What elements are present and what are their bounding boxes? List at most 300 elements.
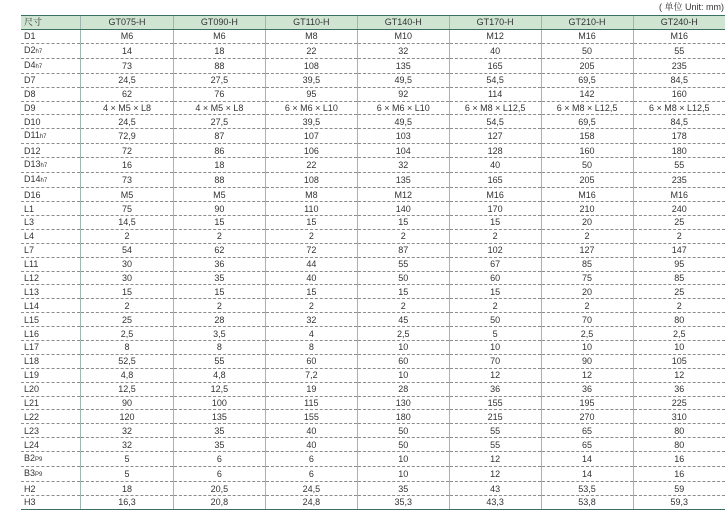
table-cell: 12 [541,368,633,382]
table-row [21,43,725,58]
table-cell: 8 [265,341,357,355]
table-cell: 15 [449,216,541,230]
row-label-text: D2 [24,44,36,55]
table-cell: M8 [265,29,357,43]
table-cell: 50 [541,158,633,173]
table-cell: 30 [81,271,174,285]
table-row [21,158,725,173]
table-row [21,29,725,43]
table-cell: 36 [173,257,265,271]
table-cell: 6 [265,467,357,482]
tolerance-suffix: P9 [35,457,43,464]
table-cell: 49,5 [357,115,449,129]
table-row [21,58,725,73]
table-cell: 35 [173,271,265,285]
row-label [21,396,81,410]
table-cell: 6 × M8 × L12,5 [449,101,541,115]
table-cell: 55 [173,354,265,368]
table-cell: 22 [265,158,357,173]
table-cell: 43,3 [449,496,541,510]
table-cell: 10 [541,341,633,355]
table-cell: 2 [173,229,265,243]
table-cell: 95 [265,87,357,101]
row-label [21,43,81,58]
table-cell: 62 [81,87,174,101]
table-cell: 310 [633,410,725,424]
table-cell: 165 [449,173,541,188]
table-cell: 7,2 [265,368,357,382]
row-label [21,188,81,202]
table-cell: 6 × M6 × L10 [265,101,357,115]
row-label-text: D16 [24,189,41,200]
table-cell: M8 [265,188,357,202]
table-cell: 178 [633,129,725,144]
table-cell: 15 [173,285,265,299]
table-cell: 85 [541,257,633,271]
table-row [21,229,725,243]
table-body [21,29,725,509]
table-cell: 24,5 [81,115,174,129]
table-cell: 142 [541,87,633,101]
table-cell: 160 [541,144,633,158]
table-cell: 16 [633,452,725,467]
table-cell: M16 [449,188,541,202]
table-cell: 2 [265,299,357,313]
row-label-text: B2 [24,453,36,464]
table-cell: 6 [173,452,265,467]
table-cell: 135 [173,410,265,424]
table-cell: 19 [265,382,357,396]
row-label [21,87,81,101]
table-cell: 39,5 [265,73,357,87]
table-cell: 15 [265,285,357,299]
row-label [21,496,81,510]
table-cell: M12 [449,29,541,43]
table-cell: 50 [357,424,449,438]
column-header-gt140-h: GT140-H [357,16,449,30]
table-cell: 59,3 [633,496,725,510]
table-cell: 55 [449,424,541,438]
table-cell: 155 [449,396,541,410]
table-cell: 40 [265,271,357,285]
table-cell: 114 [449,87,541,101]
column-header-gt110-h: GT110-H [265,16,357,30]
table-cell: 3,5 [173,327,265,341]
table-cell: M10 [357,29,449,43]
table-cell: 14 [541,452,633,467]
table-cell: 110 [265,202,357,216]
dimension-table [21,15,725,510]
table-cell: 60 [265,354,357,368]
table-cell: 90 [81,396,174,410]
table-cell: 35 [173,438,265,452]
table-cell: 53,5 [541,482,633,496]
table-cell: 36 [633,382,725,396]
tolerance-suffix: h7 [40,163,48,170]
table-cell: 32 [265,313,357,327]
unit-note: ( 单位 Unit: mm) [659,2,724,12]
table-cell: 25 [633,216,725,230]
table-cell: 50 [357,271,449,285]
table-cell: 25 [633,285,725,299]
table-cell: 20,8 [173,496,265,510]
tolerance-suffix: h7 [39,134,47,141]
row-label-text: D1 [24,31,36,42]
table-cell: 130 [357,396,449,410]
row-label [21,341,81,355]
table-cell: 2 [449,299,541,313]
table-cell: 22 [265,43,357,58]
row-label [21,115,81,129]
table-cell: 180 [357,410,449,424]
table-cell: 10 [357,467,449,482]
table-cell: 5 [81,452,174,467]
table-cell: 105 [633,354,725,368]
table-row [21,299,725,313]
table-cell: 87 [357,243,449,257]
table-cell: 18 [173,43,265,58]
table-cell: 225 [633,396,725,410]
table-row [21,243,725,257]
row-label [21,410,81,424]
table-cell: 67 [449,257,541,271]
table-row [21,452,725,467]
row-label [21,452,81,467]
table-cell: 75 [541,271,633,285]
table-cell: 25 [81,313,174,327]
table-cell: 15 [357,216,449,230]
table-cell: 2 [541,229,633,243]
table-cell: 84,5 [633,73,725,87]
table-cell: 10 [633,341,725,355]
table-cell: 72 [265,243,357,257]
table-cell: 87 [173,129,265,144]
row-label-text: L22 [24,411,40,422]
table-cell: 15 [357,285,449,299]
table-cell: 55 [357,257,449,271]
column-header-gt075-h: GT075-H [81,16,174,30]
table-cell: 54 [81,243,174,257]
table-cell: 40 [449,43,541,58]
table-cell: 2 [265,229,357,243]
table-cell: 15 [173,216,265,230]
table-cell: 2 [357,229,449,243]
table-cell: 70 [449,354,541,368]
table-cell: 155 [265,410,357,424]
tolerance-suffix: P9 [35,472,43,479]
table-cell: M6 [173,29,265,43]
table-cell: 28 [173,313,265,327]
table-cell: 2 [357,299,449,313]
row-label-text: L23 [24,425,40,436]
table-cell: 50 [357,438,449,452]
row-label [21,216,81,230]
table-cell: 10 [449,341,541,355]
table-row [21,396,725,410]
column-header-gt210-h: GT210-H [541,16,633,30]
table-cell: 127 [449,129,541,144]
table-cell: 102 [449,243,541,257]
table-cell: 4 × M5 × L8 [81,101,174,115]
row-label-text: L16 [24,328,40,339]
table-cell: 80 [633,424,725,438]
row-label [21,73,81,87]
table-row [21,341,725,355]
row-label [21,257,81,271]
table-cell: 195 [541,396,633,410]
table-row [21,438,725,452]
table-cell: 16,3 [81,496,174,510]
row-label [21,144,81,158]
table-cell: 108 [265,58,357,73]
row-label [21,368,81,382]
table-cell: 12,5 [173,382,265,396]
table-cell: 2,5 [633,327,725,341]
table-cell: 205 [541,173,633,188]
table-row [21,101,725,115]
table-cell: 75 [81,202,174,216]
table-row [21,424,725,438]
table-cell: 60 [357,354,449,368]
table-cell: 6 × M8 × L12,5 [541,101,633,115]
row-label-text: D13 [24,159,41,170]
table-header-row [21,16,725,30]
row-label [21,58,81,73]
table-cell: 73 [81,173,174,188]
row-label [21,467,81,482]
table-cell: 12,5 [81,382,174,396]
row-label [21,129,81,144]
row-label [21,438,81,452]
table-row [21,188,725,202]
table-cell: 147 [633,243,725,257]
table-cell: M6 [81,29,174,43]
table-cell: 10 [357,368,449,382]
table-cell: 32 [357,158,449,173]
table-cell: 60 [449,271,541,285]
row-label [21,327,81,341]
table-cell: 160 [633,87,725,101]
row-label-text: H2 [24,483,36,494]
table-cell: 20 [541,216,633,230]
table-row [21,496,725,510]
row-label-text: D11 [24,130,40,141]
table-cell: 62 [173,243,265,257]
table-cell: 50 [541,43,633,58]
row-label [21,299,81,313]
table-row [21,467,725,482]
table-cell: 205 [541,58,633,73]
table-cell: 88 [173,173,265,188]
table-cell: 65 [541,438,633,452]
table-cell: 50 [449,313,541,327]
table-cell: 120 [81,410,174,424]
table-cell: 59 [633,482,725,496]
table-row [21,115,725,129]
table-cell: 53,8 [541,496,633,510]
table-row [21,129,725,144]
table-cell: 70 [541,313,633,327]
table-cell: 36 [541,382,633,396]
table-cell: 2,5 [541,327,633,341]
row-label [21,271,81,285]
table-cell: 235 [633,58,725,73]
table-row [21,202,725,216]
table-cell: 52,5 [81,354,174,368]
row-label-text: L4 [24,231,35,242]
row-label-text: L18 [24,356,40,367]
table-cell: 104 [357,144,449,158]
row-label [21,229,81,243]
table-cell: M12 [357,188,449,202]
row-label-text: L3 [24,217,35,228]
row-label [21,243,81,257]
table-cell: 72,9 [81,129,174,144]
row-label-text: D14 [24,174,41,185]
table-cell: 6 × M8 × L12,5 [633,101,725,115]
table-cell: 12 [449,368,541,382]
row-label-text: L12 [24,273,40,284]
table-cell: 86 [173,144,265,158]
table-cell: 12 [633,368,725,382]
table-row [21,257,725,271]
table-cell: 49,5 [357,73,449,87]
table-cell: 16 [81,158,174,173]
table-cell: 54,5 [449,115,541,129]
table-cell: 90 [173,202,265,216]
table-row [21,482,725,496]
table-cell: 6 [173,467,265,482]
row-label-text: L7 [24,245,35,256]
column-header-gt240-h: GT240-H [633,16,725,30]
table-cell: 2 [173,299,265,313]
tolerance-suffix: h7 [35,63,43,70]
table-cell: 2 [633,229,725,243]
table-cell: 10 [357,341,449,355]
table-cell: 32 [81,438,174,452]
table-cell: 180 [633,144,725,158]
row-label-text: L13 [24,286,40,297]
table-cell: 128 [449,144,541,158]
table-cell: 106 [265,144,357,158]
table-cell: 35 [357,482,449,496]
table-cell: 20,5 [173,482,265,496]
table-row [21,73,725,87]
table-cell: 270 [541,410,633,424]
table-cell: 72 [81,144,174,158]
row-label [21,202,81,216]
row-label-text: D10 [24,116,41,127]
row-label-text: L15 [24,314,40,325]
table-cell: 215 [449,410,541,424]
row-label-text: D9 [24,103,36,113]
table-cell: 55 [449,438,541,452]
table-cell: 14 [541,467,633,482]
table-cell: 12 [449,467,541,482]
table-cell: 40 [449,158,541,173]
table-row [21,87,725,101]
table-cell: 45 [357,313,449,327]
table-cell: 15 [81,285,174,299]
table-cell: 4 × M5 × L8 [173,101,265,115]
row-label [21,313,81,327]
table-row [21,368,725,382]
table-cell: 32 [357,43,449,58]
table-cell: 140 [357,202,449,216]
table-cell: M16 [541,29,633,43]
table-cell: 95 [633,257,725,271]
table-cell: 108 [265,173,357,188]
table-cell: 35 [173,424,265,438]
row-label [21,173,81,188]
table-cell: 92 [357,87,449,101]
table-cell: 15 [265,216,357,230]
table-cell: 32 [81,424,174,438]
table-cell: 55 [633,158,725,173]
table-cell: M5 [173,188,265,202]
table-cell: 158 [541,129,633,144]
table-cell: 20 [541,285,633,299]
table-cell: 103 [357,129,449,144]
table-row [21,173,725,188]
table-cell: 4 [265,327,357,341]
table-cell: 170 [449,202,541,216]
table-cell: 12 [449,452,541,467]
row-label [21,29,81,43]
row-label-text: D4 [24,59,36,70]
table-cell: 27,5 [173,115,265,129]
table-cell: 14 [81,43,174,58]
table-cell: M16 [633,188,725,202]
table-cell: 127 [541,243,633,257]
table-cell: 44 [265,257,357,271]
table-cell: 235 [633,173,725,188]
column-header-gt170-h: GT170-H [449,16,541,30]
table-cell: 30 [81,257,174,271]
table-cell: 5 [81,467,174,482]
table-cell: M5 [81,188,174,202]
table-cell: 90 [541,354,633,368]
table-cell: 24,5 [81,73,174,87]
row-label-text: B3 [24,468,36,479]
table-cell: 8 [173,341,265,355]
table-cell: 2 [449,229,541,243]
tolerance-suffix: h7 [40,178,48,185]
table-row [21,382,725,396]
row-label [21,101,81,115]
table-cell: 65 [541,424,633,438]
row-label-text: L19 [24,370,40,381]
table-cell: 8 [81,341,174,355]
table-cell: 85 [633,271,725,285]
table-cell: M16 [633,29,725,43]
tolerance-suffix: h7 [35,48,43,55]
table-cell: 40 [265,424,357,438]
row-label-text: L1 [24,203,35,214]
table-cell: 2 [541,299,633,313]
row-label [21,158,81,173]
table-cell: 100 [173,396,265,410]
table-cell: 39,5 [265,115,357,129]
table-cell: 54,5 [449,73,541,87]
table-cell: 4,8 [81,368,174,382]
row-label-text: L14 [24,300,40,311]
table-cell: 4,8 [173,368,265,382]
row-label [21,354,81,368]
row-label-text: L20 [24,384,40,395]
table-cell: 28 [357,382,449,396]
table-cell: 35,3 [357,496,449,510]
